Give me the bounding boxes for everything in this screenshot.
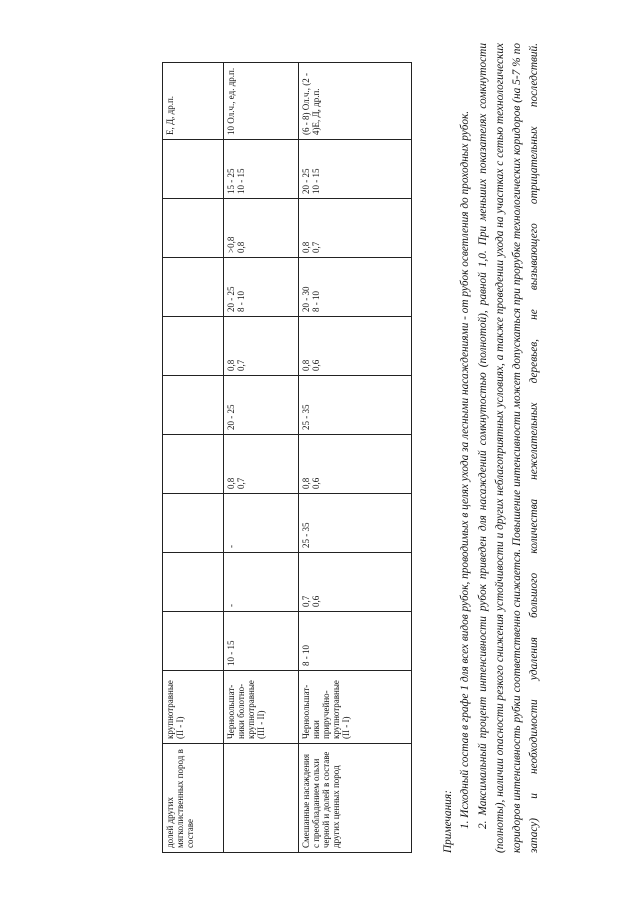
cell-value: 0,6 (310, 477, 321, 489)
cell-value: 0,7 (310, 241, 321, 253)
cell-value: 0,6 (310, 359, 321, 371)
value-cell (163, 553, 224, 612)
cell-value: 20 - 25 (301, 168, 311, 194)
cell-value: 0,8 (235, 241, 246, 253)
value-cell (299, 258, 412, 317)
cell-value: 20 - 30 (301, 286, 311, 312)
notes-title: Примечания: (442, 790, 454, 853)
forest-group-cell: Смешанные насаждения с преобладанием ольхи черной и долей в составе других ценных пород (299, 744, 412, 853)
cell-value: 0,7 (235, 477, 246, 489)
value-cell (224, 553, 299, 612)
cell-value: 20 - 25 (226, 404, 236, 430)
cell-value: - (226, 604, 236, 607)
value-cell (224, 140, 299, 199)
cell-value: 25 - 35 (301, 522, 311, 548)
table-row (299, 63, 412, 853)
forest-group-cell: долей других мягколиственных пород в составе (163, 744, 224, 853)
value-cell (299, 199, 412, 258)
cell-value: 0,6 (310, 595, 321, 607)
value-cell (163, 376, 224, 435)
value-cell (299, 317, 412, 376)
cell-value: 10 - 15 (235, 168, 246, 194)
cell-value: 0,8 (301, 477, 311, 489)
cell-value: 8 - 10 (310, 291, 321, 312)
cell-value: 0,8 (226, 477, 236, 489)
cell-value: 10 - 15 (226, 640, 236, 666)
value-cell (224, 376, 299, 435)
value-cell (224, 494, 299, 553)
value-cell (163, 317, 224, 376)
value-cell (163, 612, 224, 671)
cell-value: 8 - 10 (301, 645, 311, 666)
cell-value: 15 - 25 (226, 168, 236, 194)
forest-type-cell: крупнотравные (II - I) (163, 671, 224, 744)
cell-value: 0,8 (226, 359, 236, 371)
value-cell (224, 435, 299, 494)
note-1: 1. Исходный состав в графе 1 для всех видов рубок, проводимых в целях ухода за лесными насаждениями - от рубок осветления до проходных рубок. (459, 110, 472, 829)
table-row (224, 63, 299, 853)
value-cell (299, 494, 412, 553)
value-cell (224, 199, 299, 258)
forest-type-cell: Черноольшат-ники болотно-крупнотравные (III - II) (224, 671, 299, 744)
value-cell (224, 612, 299, 671)
cell-value: 0,8 (301, 241, 311, 253)
cell-value: 10 - 15 (310, 168, 321, 194)
value-cell (163, 435, 224, 494)
cell-value: 8 - 10 (235, 291, 246, 312)
cell-value: 25 - 35 (301, 404, 311, 430)
cell-value: 0,7 (301, 595, 311, 607)
cell-value: - (226, 545, 236, 548)
value-cell (299, 376, 412, 435)
value-cell (299, 140, 412, 199)
target-composition-cell: (6 - 8) Ол.ч., (2 - 4)Е, Д, др.п. (299, 63, 412, 140)
cell-value: 20 - 25 (226, 286, 236, 312)
value-cell (163, 199, 224, 258)
cell-value: 0,8 (301, 359, 311, 371)
value-cell (299, 553, 412, 612)
value-cell (224, 258, 299, 317)
table-row (163, 63, 224, 853)
cell-value: 0,7 (235, 359, 246, 371)
target-composition-cell: Е, Д, др.п. (163, 63, 224, 140)
value-cell (163, 258, 224, 317)
value-cell (224, 317, 299, 376)
note-2: 2. Максимальный процент интенсивности рубок приведен для насаждений сомкнутостью (полнотой), равной 1,0. При меньших показателях сомкнутости (полноты), наличии опасности резкого снижения устойчивости и других неблагоприятных условиях, а также проведении ухода на участках с сетью технологических коридоров интенсивность рубки соответственно снижается. Повышение интенсивности может допускаться при прорубке технологических коридоров (на 5-7 % по запасу) и необходимости удаления большого количества нежелательных деревьев, не вызывающего отрицательных последствий. (476, 43, 541, 853)
value-cell (163, 140, 224, 199)
cell-value: >0,8 (226, 236, 236, 253)
value-cell (299, 435, 412, 494)
forest-type-cell: Черноольшат-ники приручейно-крупнотравные (II - I) (299, 671, 412, 744)
forest-group-cell (224, 744, 299, 853)
value-cell (299, 612, 412, 671)
thinning-intensity-table (162, 62, 412, 853)
value-cell (163, 494, 224, 553)
target-composition-cell: 10 Ол.ч., ед. др.п. (224, 63, 299, 140)
notes-section (440, 43, 544, 853)
table-container (162, 62, 412, 853)
